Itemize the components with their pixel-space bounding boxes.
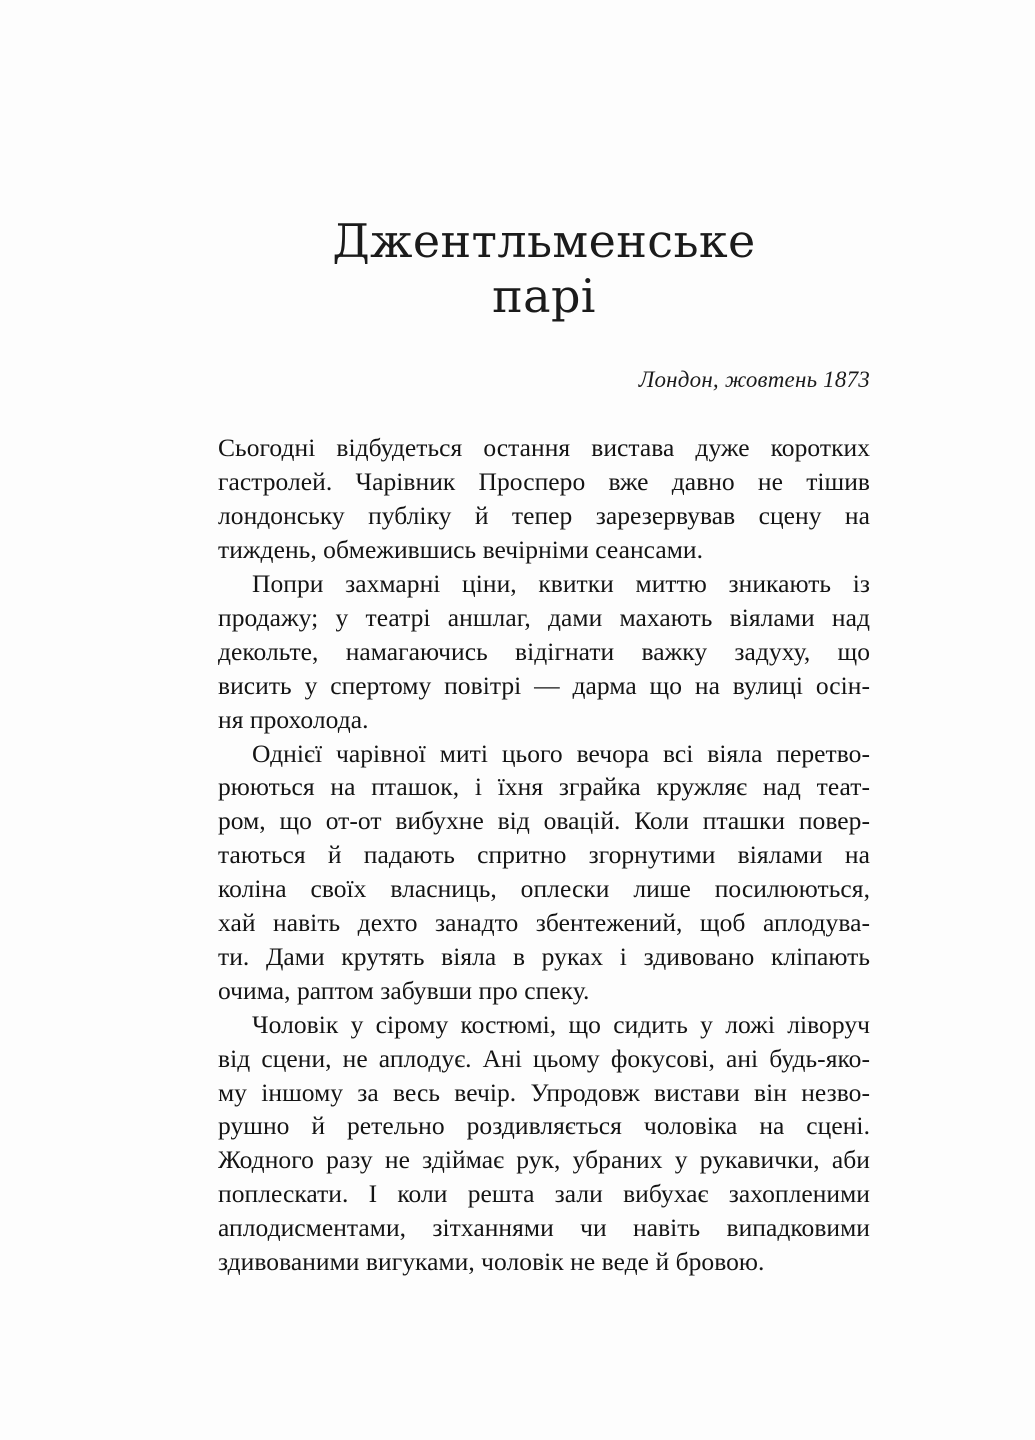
page-title bbox=[218, 0, 870, 323]
text-line: висить у спертому повітрі — дарма що на вулиці осін- bbox=[218, 670, 870, 700]
text-line: рюються на пташок, і їхня зграйка кружляє над теат- bbox=[218, 772, 870, 802]
chapter-title-line-2: парі bbox=[492, 268, 596, 323]
text-line: очима, раптом забувши про спеку. bbox=[218, 975, 590, 1005]
text-line: тиждень, обмежившись вечірніми сеансами. bbox=[218, 535, 704, 565]
text-line: ня прохолода. bbox=[218, 704, 369, 734]
text-line: ти. Дами крутять віяла в руках і здивовано кліпають bbox=[218, 941, 870, 971]
text-line: поплескати. І коли решта зали вибухає захопленими bbox=[218, 1179, 870, 1209]
text-line: Жодного разу не здіймає рук, убраних у рукавички, аби bbox=[218, 1145, 870, 1175]
chapter-title-line-1: Джентльменське bbox=[332, 214, 756, 268]
text-line: здивованими вигуками, чоловік не веде й бровою. bbox=[218, 1247, 765, 1277]
text-line: від сцени, не аплодує. Ані цьому фокусові, ані будь-яко- bbox=[218, 1043, 870, 1073]
paragraph-4 bbox=[218, 1008, 870, 1279]
text-line: аплодисментами, зітханнями чи навіть випадковими bbox=[218, 1213, 870, 1243]
text-line: таються й падають спритно згорнутими віялами на bbox=[218, 840, 870, 870]
page-content-column bbox=[218, 0, 870, 1279]
text-line: хай навіть дехто занадто збентежений, щоб аплодува- bbox=[218, 908, 870, 938]
paragraph-3 bbox=[218, 737, 870, 1008]
text-line: Чоловік у сірому костюмі, що сидить у ложі ліворуч bbox=[252, 1009, 870, 1039]
text-line: лондонську публіку й тепер зарезервував сцену на bbox=[218, 501, 870, 531]
text-line: коліна своїх власниць, оплески лише посилюються, bbox=[218, 874, 870, 904]
text-line: декольте, намагаючись відігнати важку задуху, що bbox=[218, 636, 870, 666]
text-line: му іншому за весь вечір. Упродовж вистави він незво- bbox=[218, 1077, 870, 1107]
text-line: Попри захмарні ціни, квитки миттю зникають із bbox=[252, 568, 870, 598]
text-line: Однієї чарівної миті цього вечора всі віяла перетво- bbox=[252, 738, 870, 768]
text-line: рушно й ретельно роздивляється чоловіка на сцені. bbox=[218, 1111, 870, 1141]
paragraph-2 bbox=[218, 567, 870, 737]
text-line: ром, що от-от вибухне від овацій. Коли пташки повер- bbox=[218, 806, 870, 836]
text-line: Сьогодні відбудеться остання вистава дуже коротких bbox=[218, 433, 870, 463]
text-line: продажу; у театрі аншлаг, дами махають віялами над bbox=[218, 602, 870, 632]
body-text bbox=[218, 395, 870, 1279]
chapter-dateline: Лондон, жовтень 1873 bbox=[638, 367, 870, 393]
paragraph-1 bbox=[218, 431, 870, 567]
text-line: гастролей. Чарівник Просперо вже давно не тішив bbox=[218, 467, 870, 497]
